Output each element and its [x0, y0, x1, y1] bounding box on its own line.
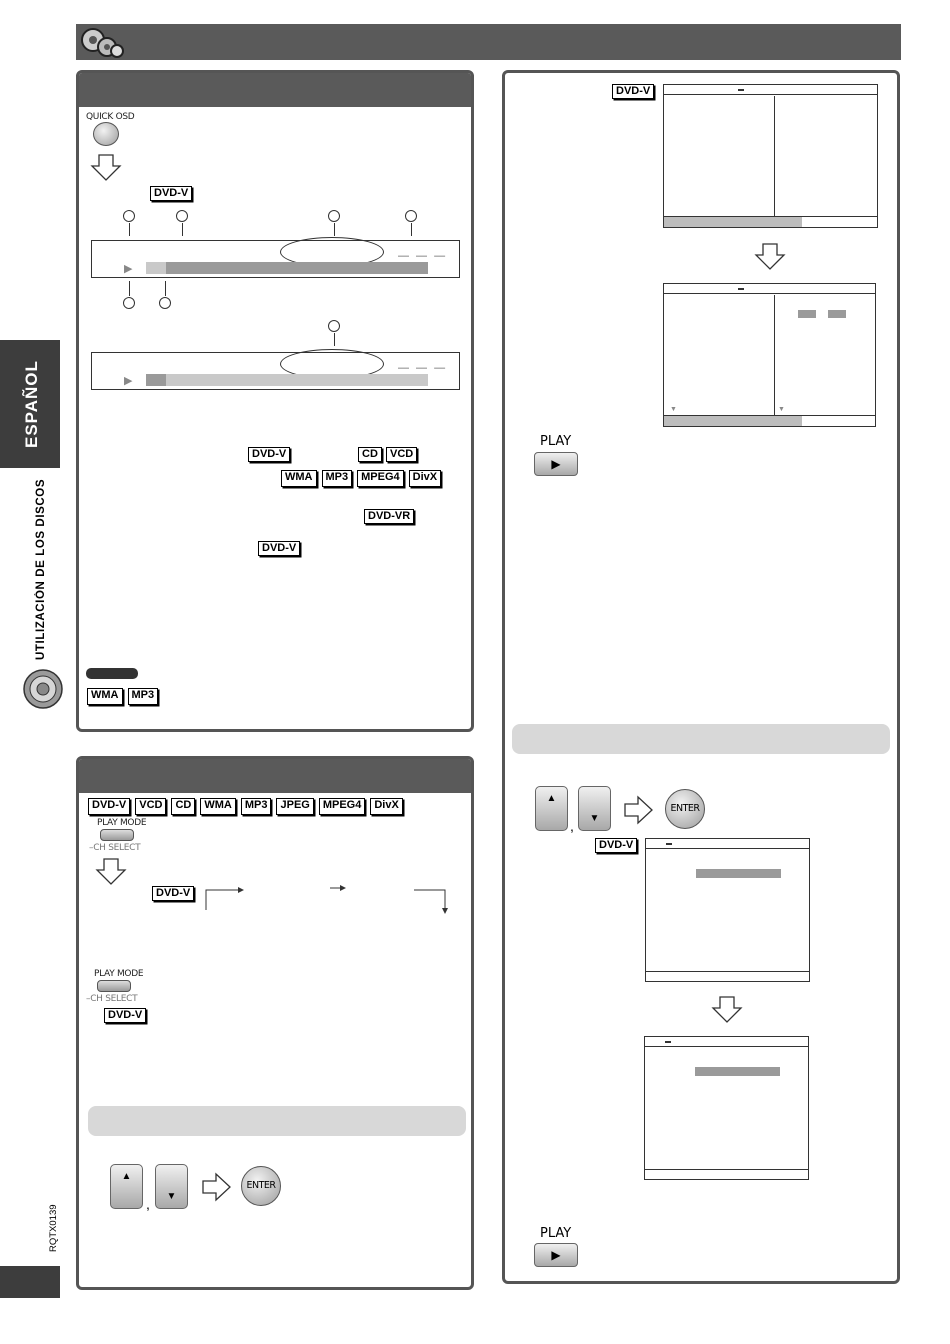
play-button[interactable]: [534, 452, 578, 476]
scroll-down-icon: ▼: [778, 406, 785, 413]
play-mode-button[interactable]: [97, 980, 131, 992]
cursor-up-button[interactable]: [535, 786, 568, 831]
disc-badge-dvd-v: DVD-V: [258, 541, 300, 556]
osd-display-2: [91, 352, 460, 390]
callout-line: [129, 223, 130, 236]
screen-footer: [645, 1169, 808, 1179]
enter-label: ENTER: [670, 803, 700, 814]
enter-button[interactable]: [241, 1166, 281, 1206]
header-bar: [76, 24, 901, 60]
disc-badge-cd: CD: [358, 447, 382, 462]
right-subheader-band: [512, 724, 890, 754]
enter-label: ENTER: [246, 1180, 276, 1191]
callout-line: [334, 333, 335, 346]
play-mode-panel: [76, 756, 474, 1290]
play-mode-panel-header: [79, 759, 471, 793]
quick-osd-button[interactable]: [93, 122, 119, 146]
screen-title-bar: [646, 839, 809, 849]
osd-progress-bar: [146, 262, 428, 274]
disc-badge-mp3: MP3: [241, 798, 272, 815]
note-marker: [86, 668, 138, 679]
disc-badge-cd: CD: [171, 798, 195, 815]
doc-code: RQTX0139: [48, 1204, 59, 1252]
callout-line: [334, 223, 335, 236]
callout-circle: [176, 210, 188, 222]
disc-badge-mp3: MP3: [128, 688, 159, 705]
disc-badge-jpeg: JPEG: [276, 798, 313, 815]
screen-divider: [774, 96, 775, 216]
down-arrow-icon: ▼: [589, 813, 600, 824]
play-mode-button-label: PLAY MODE: [94, 969, 144, 979]
quick-osd-panel-header: [79, 73, 471, 107]
arrow-down-icon: [90, 154, 122, 182]
disc-badge-dvd-v: DVD-V: [595, 838, 637, 853]
play-mode-subheader-band: [88, 1106, 466, 1136]
disc-badge-wma: WMA: [87, 688, 123, 705]
format-badges: [281, 470, 441, 487]
play-icon: ▶: [551, 457, 561, 471]
arrow-down-icon: [754, 243, 786, 271]
menu-screen-3: [645, 838, 810, 982]
comma: ,: [146, 1196, 150, 1212]
up-arrow-icon: ▲: [121, 1171, 132, 1182]
play-label: PLAY: [540, 1226, 572, 1241]
arrow-down-icon: [95, 858, 127, 886]
language-tab-label: ESPAÑOL: [22, 360, 41, 448]
page-number-block: [0, 1266, 60, 1298]
menu-screen-4: [644, 1036, 809, 1180]
screen-footer: [664, 216, 877, 227]
screen-title-bar: [664, 284, 875, 294]
callout-circle: [123, 210, 135, 222]
disc-badge-dvd-v: DVD-V: [104, 1008, 146, 1023]
play-button[interactable]: [534, 1243, 578, 1267]
screen-highlight: [696, 869, 781, 878]
arrow-right-icon: [624, 795, 654, 825]
callout-circle: [328, 210, 340, 222]
disc-section-icon: [22, 668, 64, 710]
note-badges: [87, 688, 158, 705]
disc-badge-vcd: VCD: [386, 447, 417, 462]
quick-osd-button-label: QUICK OSD: [86, 112, 135, 122]
disc-badge-mpeg4: MPEG4: [319, 798, 366, 815]
disc-badge-vcd: VCD: [135, 798, 166, 815]
osd-display-1: [91, 240, 460, 278]
screen-highlight: [798, 310, 816, 318]
play-mode-button-label: PLAY MODE: [97, 818, 147, 828]
osd-dashes: — — —: [398, 362, 448, 374]
section-label: UTILIZACIÓN DE LOS DISCOS: [35, 478, 47, 660]
disc-badge-dvd-v: DVD-V: [248, 447, 290, 462]
osd-dashes: — — —: [398, 250, 448, 262]
callout-circle: [123, 297, 135, 309]
callout-circle: [405, 210, 417, 222]
disc-badge-dvd-v: DVD-V: [612, 84, 654, 99]
screen-highlight: [695, 1067, 780, 1076]
disc-badge-divx: DivX: [370, 798, 402, 815]
screen-footer: [664, 415, 875, 426]
ch-select-label: –CH SELECT: [89, 843, 141, 853]
callout-circle: [159, 297, 171, 309]
screen-footer: [646, 971, 809, 981]
up-arrow-icon: ▲: [546, 793, 557, 804]
ch-select-label: –CH SELECT: [86, 994, 138, 1004]
comma: ,: [570, 818, 574, 834]
disc-badge-mp3: MP3: [322, 470, 353, 487]
disc-badge-dvd-vr: DVD-VR: [364, 509, 414, 524]
enter-button[interactable]: [665, 789, 705, 829]
callout-line: [411, 223, 412, 236]
play-icon: ▶: [124, 375, 133, 387]
down-arrow-icon: ▼: [166, 1191, 177, 1202]
callout-line: [182, 223, 183, 236]
cursor-up-button[interactable]: [110, 1164, 143, 1209]
screen-title-bar: [664, 85, 877, 95]
play-mode-disc-badges: [88, 798, 403, 815]
quick-osd-panel: [76, 70, 474, 732]
menu-screen-2: [663, 283, 876, 427]
callout-line: [165, 281, 166, 296]
disc-logo-icon: [80, 27, 124, 59]
disc-badge-dvd-v: DVD-V: [150, 186, 192, 201]
arrow-right-icon: [202, 1172, 232, 1202]
screen-highlight: [828, 310, 846, 318]
play-icon: ▶: [124, 263, 133, 275]
disc-badge-mpeg4: MPEG4: [357, 470, 404, 487]
scroll-down-icon: ▼: [670, 406, 677, 413]
play-icon: ▶: [551, 1248, 561, 1262]
osd-progress-bar: [146, 374, 428, 386]
play-mode-button[interactable]: [100, 829, 134, 841]
play-label: PLAY: [540, 434, 572, 449]
menu-screen-1: [663, 84, 878, 228]
screen-title-bar: [645, 1037, 808, 1047]
mode-cycle-diagram: [200, 880, 452, 916]
disc-badge-wma: WMA: [281, 470, 317, 487]
disc-badge-dvd-v: DVD-V: [88, 798, 130, 815]
disc-badge-wma: WMA: [200, 798, 236, 815]
screen-divider: [774, 295, 775, 415]
callout-line: [129, 281, 130, 296]
cursor-down-button[interactable]: [155, 1164, 188, 1209]
cursor-down-button[interactable]: [578, 786, 611, 831]
disc-badge-divx: DivX: [409, 470, 441, 487]
disc-badge-dvd-v: DVD-V: [152, 886, 194, 901]
callout-circle: [328, 320, 340, 332]
arrow-down-icon: [711, 996, 743, 1024]
